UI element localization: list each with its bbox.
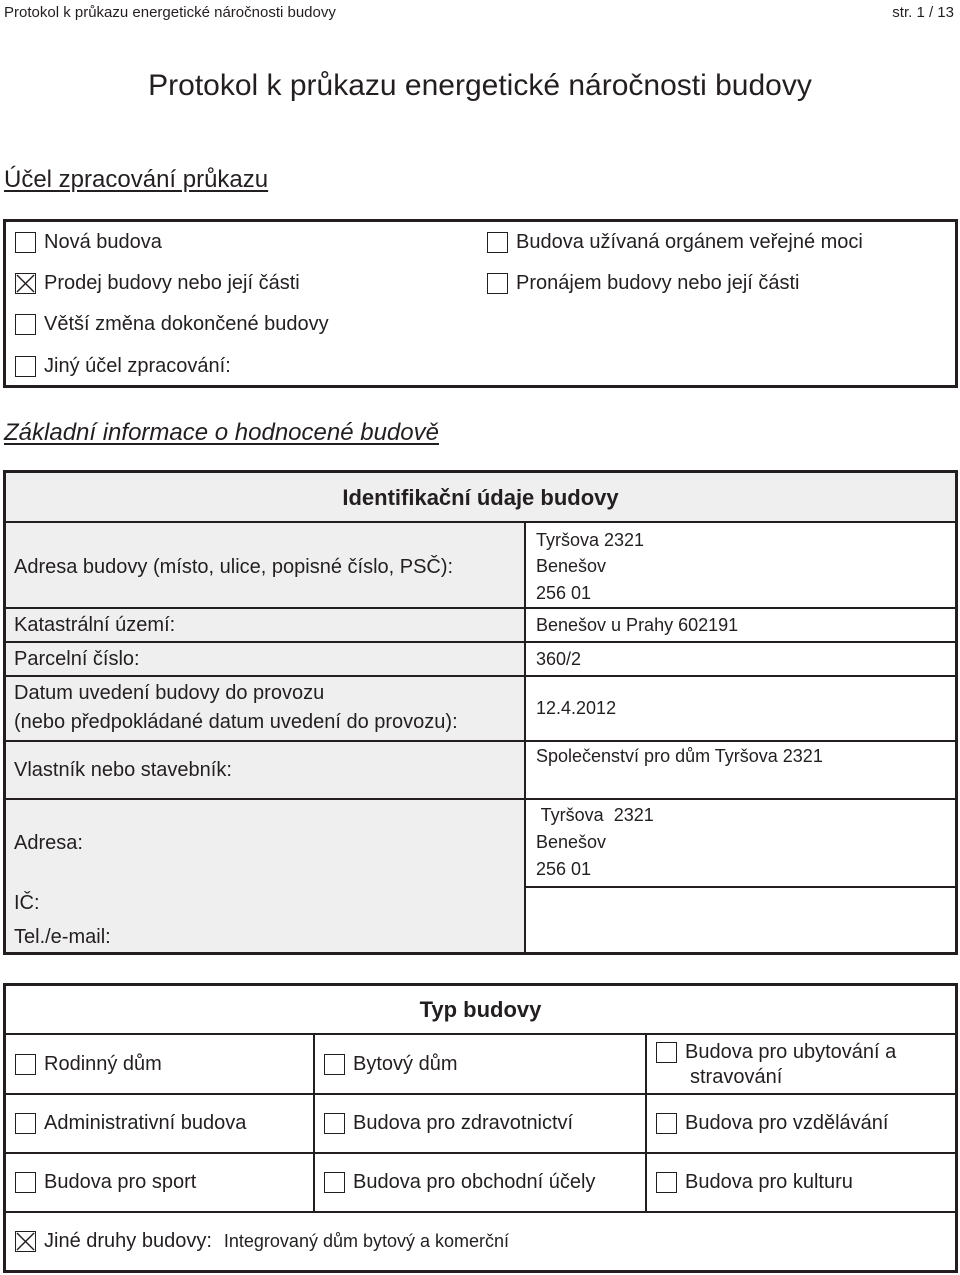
owner-label: Vlastník nebo stavebník: xyxy=(14,759,232,781)
option-label: Prodej budovy nebo její části xyxy=(44,272,300,294)
type-option-family-house[interactable] xyxy=(15,1052,162,1076)
label-column xyxy=(6,522,524,952)
type-option-apartment-building[interactable] xyxy=(324,1052,457,1076)
owner-address-line-2: Benešov xyxy=(536,832,607,852)
document-title: Protokol k průkazu energetické náročnosti budovy xyxy=(148,69,812,102)
date-value: 12.4.2012 xyxy=(536,698,617,718)
type-option-commercial[interactable] xyxy=(324,1170,595,1194)
address-line-1: Tyršova 2321 xyxy=(536,530,645,550)
date-label-line-2: (nebo předpokládané datum uvedení do provozu): xyxy=(14,711,458,733)
type-option-education[interactable] xyxy=(656,1111,888,1135)
type-option-other[interactable] xyxy=(15,1229,509,1253)
option-label: Budova pro kulturu xyxy=(685,1171,853,1193)
option-label: Administrativní budova xyxy=(44,1112,247,1134)
option-label: Budova pro sport xyxy=(44,1171,197,1193)
parcel-label: Parcelní číslo: xyxy=(14,648,140,670)
type-option-accommodation[interactable] xyxy=(656,1040,896,1064)
checkbox[interactable] xyxy=(324,1054,345,1075)
table-title: Identifikační údaje budovy xyxy=(342,485,619,510)
page-header-title: Protokol k průkazu energetické náročnosti budovy xyxy=(4,4,336,21)
basic-info-heading: Základní informace o hodnocené budově xyxy=(4,419,439,446)
option-label: Nová budova xyxy=(44,231,162,253)
date-label-line-1: Datum uvedení budovy do provozu xyxy=(14,682,325,704)
checkbox[interactable] xyxy=(15,232,36,253)
checkbox[interactable] xyxy=(656,1042,677,1063)
cross-mark-icon xyxy=(16,1232,35,1251)
checkbox-checked[interactable] xyxy=(15,273,36,294)
checkbox[interactable] xyxy=(15,1054,36,1075)
other-type-value: Integrovaný dům bytový a komerční xyxy=(223,1231,510,1251)
checkbox[interactable] xyxy=(15,314,36,335)
parcel-value: 360/2 xyxy=(536,649,582,669)
option-label: Budova pro vzdělávání xyxy=(685,1112,889,1134)
checkbox[interactable] xyxy=(15,356,36,377)
owner-address-line-3: 256 01 xyxy=(536,859,592,879)
option-label: Budova užívaná orgánem veřejné moci xyxy=(516,231,863,253)
option-label: Budova pro zdravotnictví xyxy=(353,1112,574,1134)
ic-label: IČ: xyxy=(14,892,40,914)
option-label: Budova pro ubytování a xyxy=(685,1041,897,1063)
option-label-continued: stravování xyxy=(690,1066,783,1088)
purpose-option-other[interactable] xyxy=(15,354,231,378)
cadastre-value: Benešov u Prahy 602191 xyxy=(536,615,739,635)
purpose-option-major-change[interactable] xyxy=(15,312,329,336)
owner-value: Společenství pro dům Tyršova 2321 xyxy=(536,746,823,766)
cadastre-label: Katastrální území: xyxy=(14,614,176,636)
option-label: Pronájem budovy nebo její části xyxy=(516,272,800,294)
option-label: Větší změna dokončené budovy xyxy=(44,313,329,335)
checkbox[interactable] xyxy=(15,1113,36,1134)
option-label: Jiný účel zpracování: xyxy=(44,355,231,377)
option-label: Jiné druhy budovy: xyxy=(44,1230,212,1252)
cross-mark-icon xyxy=(16,274,35,293)
checkbox[interactable] xyxy=(487,232,508,253)
purpose-option-public-authority[interactable] xyxy=(487,230,863,254)
checkbox-checked[interactable] xyxy=(15,1231,36,1252)
checkbox[interactable] xyxy=(15,1172,36,1193)
owner-address-label: Adresa: xyxy=(14,832,83,854)
checkbox[interactable] xyxy=(487,273,508,294)
checkbox[interactable] xyxy=(324,1113,345,1134)
type-option-administrative[interactable] xyxy=(15,1111,246,1135)
address-label: Adresa budovy (místo, ulice, popisné číslo, PSČ): xyxy=(14,556,454,578)
purpose-heading: Účel zpracování průkazu xyxy=(4,166,269,193)
purpose-option-rental[interactable] xyxy=(487,271,800,295)
checkbox[interactable] xyxy=(656,1113,677,1134)
building-type-title: Typ budovy xyxy=(419,997,542,1022)
option-label: Budova pro obchodní účely xyxy=(353,1171,596,1193)
checkbox[interactable] xyxy=(324,1172,345,1193)
option-label: Rodinný dům xyxy=(44,1053,162,1075)
address-line-3: 256 01 xyxy=(536,583,592,603)
checkbox[interactable] xyxy=(656,1172,677,1193)
address-line-2: Benešov xyxy=(536,556,607,576)
option-label: Bytový dům xyxy=(353,1053,458,1075)
type-option-culture[interactable] xyxy=(656,1170,853,1194)
type-option-sport[interactable] xyxy=(15,1170,196,1194)
owner-address-line-1: Tyršova 2321 xyxy=(536,805,654,825)
tel-email-label: Tel./e-mail: xyxy=(14,926,111,948)
page-number: str. 1 / 13 xyxy=(892,4,954,21)
purpose-option-new-building[interactable] xyxy=(15,230,162,254)
type-option-healthcare[interactable] xyxy=(324,1111,573,1135)
purpose-option-sale[interactable] xyxy=(15,271,300,295)
